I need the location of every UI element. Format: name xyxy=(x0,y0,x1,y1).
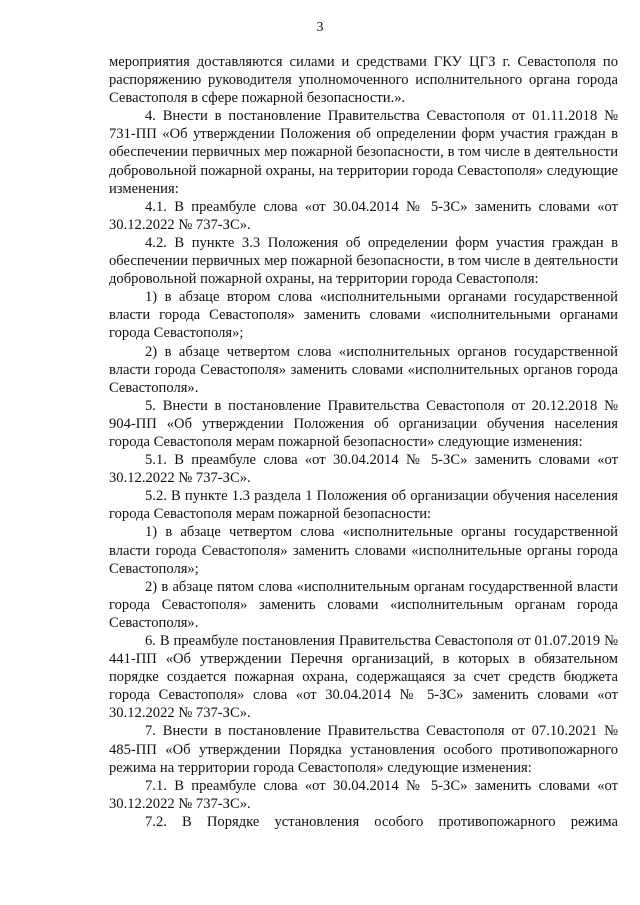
paragraph: 7. Внести в постановление Правительства Севастополя от 07.10.2021 № 485-ПП «Об утверждении Порядка установления особого противопожарного режима на территории города Севастополя» следующие изменения: xyxy=(109,723,618,776)
paragraph: 4.1. В преамбуле слова «от 30.04.2014 № 5-ЗС» заменить словами «от 30.12.2022 № 737-ЗС». xyxy=(109,198,618,233)
paragraph: 7.2. В Порядке установления особого противопожарного режима xyxy=(145,813,618,830)
page-number: 3 xyxy=(316,20,324,35)
paragraph: 5.1. В преамбуле слова «от 30.04.2014 № 5-ЗС» заменить словами «от 30.12.2022 № 737-ЗС». xyxy=(109,452,618,487)
paragraph: 1) в абзаце втором слова «исполнительными органами государственной власти города Севастополя» заменить словами «исполнительными органами города Севастополя»; xyxy=(109,289,618,342)
document-body xyxy=(109,53,618,831)
paragraph: 4.2. В пункте 3.3 Положения об определении форм участия граждан в обеспечении первичных мер пожарной безопасности, в том числе в деятельности добровольной пожарной охраны, на территории города Севастополя: xyxy=(109,234,618,288)
paragraph: 1) в абзаце четвертом слова «исполнительные органы государственной власти города Севастополя» заменить словами «исполнительные органы города Севастополя»; xyxy=(109,524,618,577)
paragraph: 4. Внести в постановление Правительства Севастополя от 01.11.2018 № 731-ПП «Об утверждении Положения об определении форм участия граждан в обеспечении первичных мер пожарной безопасности, в том числе в деятельности добровольной пожарной охраны, на территории города Севастополя» следующие изменения: xyxy=(109,108,618,197)
paragraph: 5. Внести в постановление Правительства Севастополя от 20.12.2018 № 904-ПП «Об утверждении Положения об организации обучения населения города Севастополя мерам пожарной безопасности» следующие изменения: xyxy=(109,397,618,450)
paragraph: 2) в абзаце пятом слова «исполнительным органам государственной власти города Севастополя» заменить словами «исполнительным органам города Севастополя». xyxy=(109,578,618,631)
paragraph: 2) в абзаце четвертом слова «исполнительных органов государственной власти города Севастополя» заменить словами «исполнительных органов города Севастополя». xyxy=(109,343,618,396)
paragraph: мероприятия доставляются силами и средствами ГКУ ЦГЗ г. Севастополя по распоряжению руководителя уполномоченного исполнительного органа города Севастополя в сфере пожарной безопасности.». xyxy=(109,54,618,107)
paragraph: 6. В преамбуле постановления Правительства Севастополя от 01.07.2019 № 441-ПП «Об утверждении Перечня организаций, в которых в обязательном порядке создается пожарная охрана, содержащаяся за счет средств бюджета города Севастополя» слова «от 30.04.2014 № 5-ЗС» заменить словами «от 30.12.2022 № 737-ЗС». xyxy=(109,633,618,722)
paragraph: 5.2. В пункте 1.3 раздела 1 Положения об организации обучения населения города Севастополя мерам пожарной безопасности: xyxy=(109,488,618,523)
paragraph: 7.1. В преамбуле слова «от 30.04.2014 № 5-ЗС» заменить словами «от 30.12.2022 № 737-ЗС». xyxy=(109,777,618,812)
